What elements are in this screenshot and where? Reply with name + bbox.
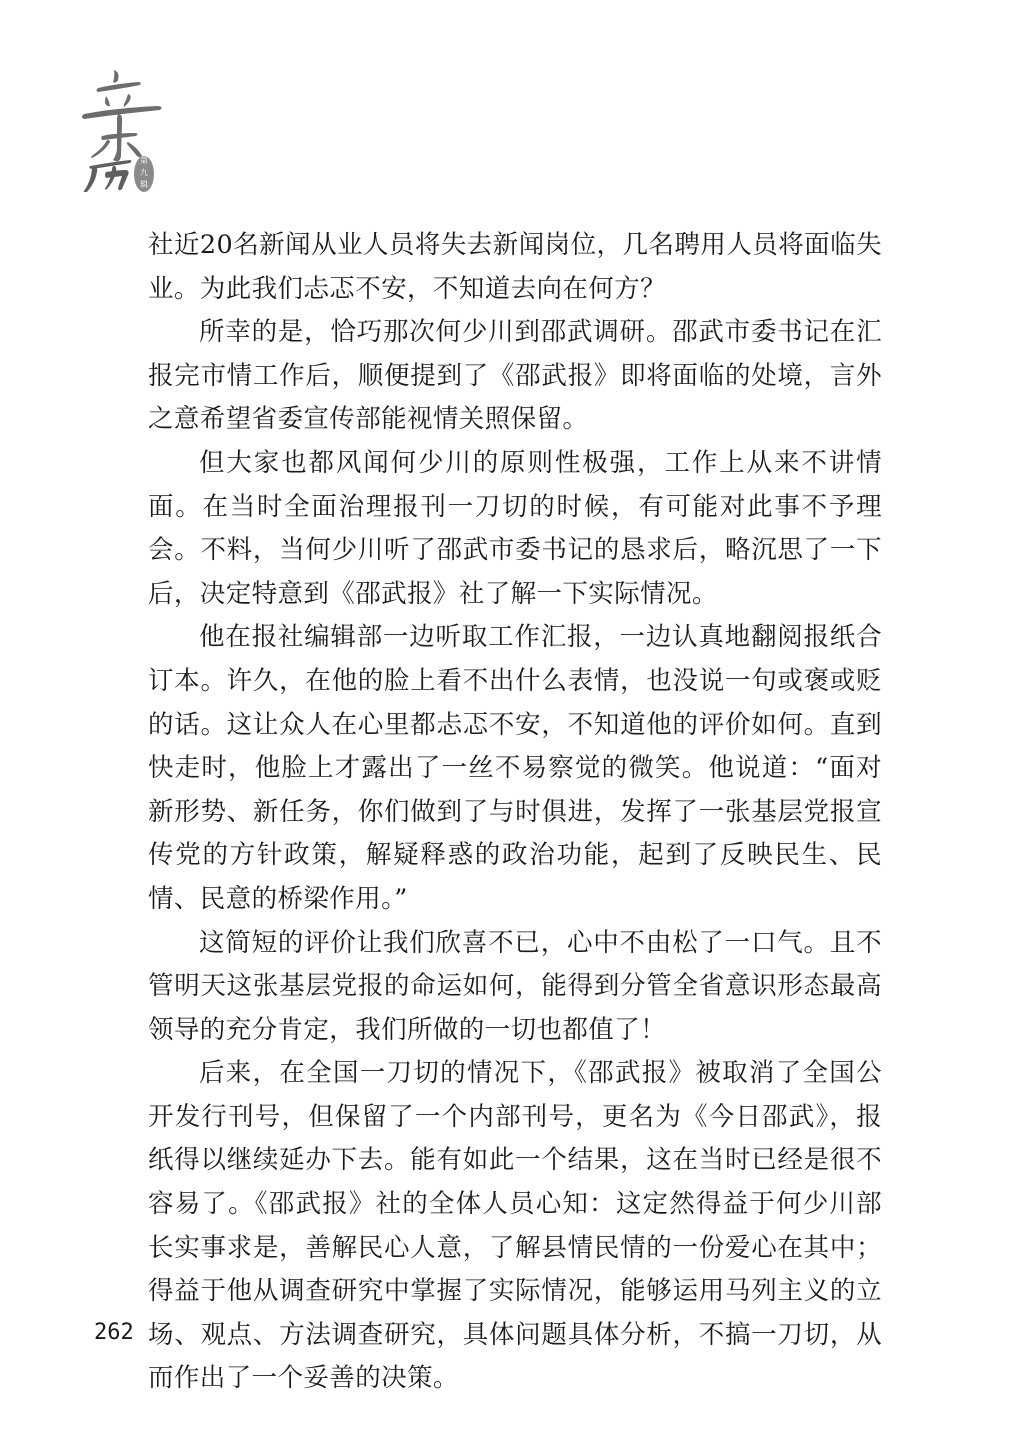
page-number: 262: [94, 1320, 134, 1345]
svg-text:九: 九: [140, 168, 148, 177]
paragraph: 他在报社编辑部一边听取工作汇报，一边认真地翻阅报纸合订本。许久，在他的脸上看不出什么表情，也没说一句或褒或贬的话。这让众人在心里都忐忑不安，不知道他的评价如何。直到快走时，他脸上才露出了一丝不易察觉的微笑。他说道：“面对新形势、新任务，你们做到了与时俱进，发挥了一张基层党报宣传党的方针政策，解疑释惑的政治功能，起到了反映民生、民情、民意的桥梁作用。”: [148, 622, 882, 914]
series-logo-graphic: [80, 62, 170, 192]
body-text: [148, 224, 882, 1401]
series-logo: [80, 62, 170, 192]
paragraph: 后来，在全国一刀切的情况下，《邵武报》被取消了全国公开发行刊号，但保留了一个内部刊号，更名为《今日邵武》，报纸得以继续延办下去。能有如此一个结果，这在当时已经是很不容易了。《邵武报》社的全体人员心知：这定然得益于何少川部长实事求是，善解民心人意，了解县情民情的一份爱心在其中；得益于他从调查研究中掌握了实际情况，能够运用马列主义的立场、观点、方法调查研究，具体问题具体分析，不搞一刀切，从而作出了一个妥善的决策。: [148, 1058, 882, 1394]
paragraph: 这简短的评价让我们欣喜不已，心中不由松了一口气。且不管明天这张基层党报的命运如何，能得到分管全省意识形态最高领导的充分肯定，我们所做的一切也都值了！: [148, 927, 882, 1045]
logo-char-qin: [82, 70, 162, 161]
svg-text:辑: 辑: [140, 180, 148, 189]
logo-char-li: [83, 160, 131, 192]
paragraph: 但大家也都风闻何少川的原则性极强，工作上从来不讲情面。在当时全面治理报刊一刀切的时候，有可能对此事不予理会。不料，当何少川听了邵武市委书记的恳求后，略沉思了一下后，决定特意到《邵武报》社了解一下实际情况。: [148, 447, 882, 609]
paragraph: 社近20名新闻从业人员将失去新闻岗位，几名聘用人员将面临失业。为此我们忐忑不安，不知道去向在何方？: [148, 230, 882, 304]
logo-seal: [134, 155, 154, 192]
paragraph: 所幸的是，恰巧那次何少川到邵武调研。邵武市委书记在汇报完市情工作后，顺便提到了《邵武报》即将面临的处境，言外之意希望省委宣传部能视情关照保留。: [148, 317, 882, 435]
svg-text:第: 第: [140, 156, 148, 165]
